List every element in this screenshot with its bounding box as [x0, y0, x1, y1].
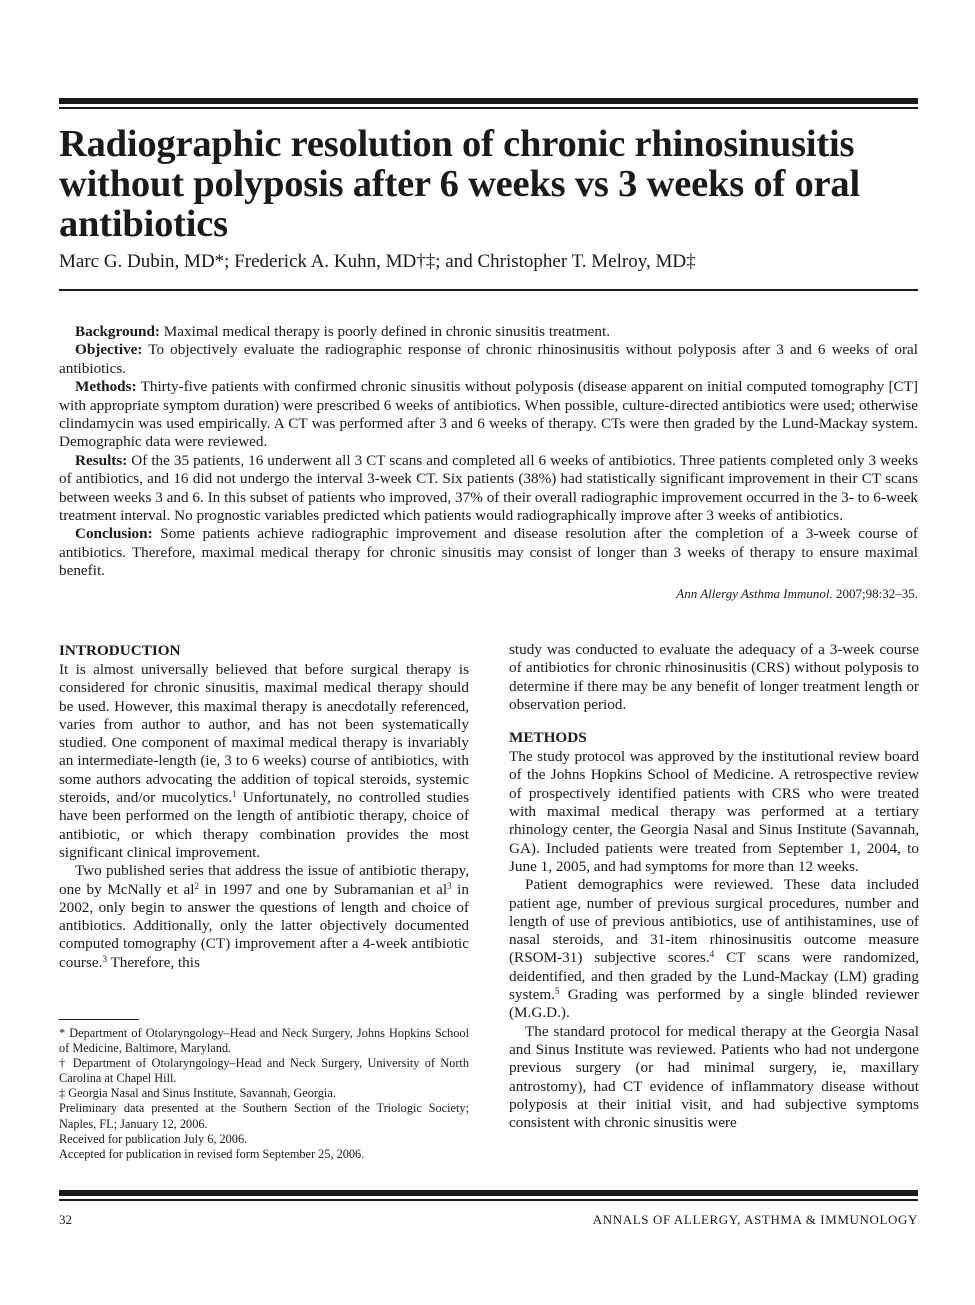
intro-p1-text-b: Unfortunately, no controlled studies have been performed on the length of antibiotic therapy, choice of antibiotic, or which therapy combination provides the most significant clinical improvement.	[59, 789, 469, 861]
footnotes	[59, 1026, 469, 1162]
methods-text: Thirty-five patients with confirmed chronic sinusitis without polyposis (disease apparent on initial computed tomography [CT] with appropriate symptom duration) were prescribed 6 weeks of antibiotics. When possible, culture-directed antibiotics were used; otherwise clindamycin was used empirically. A CT was performed after 3 and 6 weeks of therapy. CTs were then graded by the Lund-Mackay system. Demographic data were reviewed.	[59, 378, 918, 451]
intro-p2-text-b: in 1997 and one by Subramanian et al	[198, 880, 448, 898]
methods-p2-text-b: CT scans were randomized, deidentified, and then graded by the Lund-Mackay (LM) grading system.	[509, 949, 920, 1004]
affiliation-2: † Department of Otolaryngology–Head and Neck Surgery, University of North Carolina at Chapel Hill.	[59, 1056, 469, 1086]
preliminary-note: Preliminary data presented at the Southern Section of the Triologic Society; Naples, FL; January 12, 2006.	[59, 1101, 469, 1131]
header-divider	[59, 289, 918, 291]
methods-p2-text-a: Patient demographics were reviewed. These data included patient age, number of previous surgical procedures, number and length of use of previous antibiotics, use of antihistamines, use of nasal steroids, and 31-item rhinosinusitis outcome measure (RSOM-31) subjective scores.	[509, 876, 919, 967]
background-label: Background:	[75, 323, 160, 340]
citation-reference: 2007;98:32–35.	[832, 585, 918, 601]
top-thin-rule	[59, 107, 918, 109]
reference-5: 5	[555, 986, 560, 997]
intro-p1-text-a: It is almost universally believed that before surgical therapy is considered for chronic sinusitis, maximal medical therapy should be used. However, this maximal therapy is anecdotally referenced, varies from author to author, and has not been systematically studied. One component of maximal medical therapy is invariably an intermediate-length (ie, 3 to 6 weeks) course of antibiotics, with some authors advocating the addition of topical steroids, systemic steroids, and/or mucolytics.	[59, 661, 469, 807]
page-number: 32	[59, 1212, 72, 1227]
affiliation-3: ‡ Georgia Nasal and Sinus Institute, Savannah, Georgia.	[59, 1086, 336, 1101]
abstract-conclusion	[59, 525, 918, 580]
received-date: Received for publication July 6, 2006.	[59, 1131, 248, 1146]
intro-paragraph-3: study was conducted to evaluate the adequacy of a 3-week course of antibiotics for chronic rhinosinusitis (CRS) without polyposis to determine if there may be any benefit of longer treatment length or observation period.	[509, 641, 919, 713]
reference-2: 2	[194, 880, 199, 891]
section-gap	[509, 714, 919, 728]
methods-label: Methods:	[75, 378, 137, 396]
author-list: Marc G. Dubin, MD*; Frederick A. Kuhn, MD†‡; and Christopher T. Melroy, MD‡	[59, 251, 696, 272]
journal-name: ANNALS OF ALLERGY, ASTHMA & IMMUNOLOGY	[592, 1212, 918, 1227]
methods-paragraph-2	[509, 876, 919, 1022]
methods-p2-text-c: Grading was performed by a single blinded reviewer (M.G.D.).	[509, 986, 919, 1022]
left-column	[59, 641, 469, 972]
conclusion-label: Conclusion:	[75, 525, 153, 543]
introduction-heading: INTRODUCTION	[59, 642, 181, 659]
methods-heading: METHODS	[509, 729, 587, 747]
methods-paragraph-1: The study protocol was approved by the institutional review board of the Johns Hopkins School of Medicine. A retrospective review of prospectively identified patients with CRS who were treated with maximal medical therapy was performed at a tertiary rhinology center, the Georgia Nasal and Sinus Institute (Savannah, GA). Included patients were treated from September 1, 2004, to June 1, 2005, and had symptoms for more than 12 weeks.	[509, 748, 919, 875]
intro-p2-text-d: Therefore, this	[106, 953, 200, 971]
abstract-results	[59, 452, 918, 526]
intro-p2-text-a: Two published series that address the issue of antibiotic therapy, one by McNally et al	[59, 862, 469, 898]
reference-4: 4	[709, 949, 715, 960]
citation	[59, 585, 918, 603]
top-thick-rule	[59, 98, 918, 104]
intro-paragraph-1	[59, 661, 469, 862]
results-text: Of the 35 patients, 16 underwent all 3 CT scans and completed all 6 weeks of antibiotics. Three patients completed only 3 weeks of antibiotics, and 16 did not undergo the interval 3-week CT. Six patients (38%) had statistically significant improvement in their CT scans between weeks 3 and 6. In this subset of patients who improved, 37% of their overall radiographic improvement occurred in the 3- to 6-week treatment interval. No prognostic variables predicted which patients would radiographically improve after 3 weeks of antibiotics.	[59, 451, 918, 525]
right-column	[509, 641, 919, 1132]
bottom-thin-rule	[59, 1199, 918, 1201]
intro-p2-text-c: in 2002, only begin to answer the questions of length and choice of antibiotics. Additionally, only the latter objectively documented computed tomography (CT) improvement after a 4-week antibiotic course.	[59, 880, 469, 971]
objective-label: Objective:	[75, 341, 143, 359]
results-label: Results:	[75, 451, 128, 469]
reference-3b: 3	[102, 953, 107, 964]
citation-journal: Ann Allergy Asthma Immunol.	[676, 585, 833, 601]
abstract-methods	[59, 378, 918, 452]
abstract-background	[59, 323, 918, 341]
bottom-thick-rule	[59, 1190, 918, 1196]
intro-paragraph-2	[59, 862, 469, 972]
objective-text: To objectively evaluate the radiographic response of chronic rhinosinusitis without polyposis after 3 and 6 weeks of oral antibiotics.	[59, 341, 918, 377]
article-title: Radiographic resolution of chronic rhinosinusitis without polyposis after 6 weeks vs 3 weeks of oral antibiotics	[59, 123, 860, 245]
conclusion-text: Some patients achieve radiographic improvement and disease resolution after the completion of a 3-week course of antibiotics. Therefore, maximal medical therapy for chronic sinusitis may consist of longer than 3 weeks of therapy to ensure maximal benefit.	[59, 525, 918, 580]
abstract	[59, 323, 918, 603]
accepted-date: Accepted for publication in revised form September 25, 2006.	[59, 1146, 365, 1161]
methods-paragraph-3: The standard protocol for medical therapy at the Georgia Nasal and Sinus Institute was reviewed. Patients who had not undergone previous surgery (or had minimal surgery, ie, maxillary antrostomy), had CT evidence of inflammatory disease without polyposis at their initial visit, and had subjective symptoms consistent with chronic sinusitis were	[509, 1022, 919, 1132]
affiliation-1: * Department of Otolaryngology–Head and Neck Surgery, Johns Hopkins School of Medicine, Baltimore, Maryland.	[59, 1026, 469, 1056]
reference-1: 1	[232, 789, 237, 800]
abstract-objective	[59, 341, 918, 378]
background-text: Maximal medical therapy is poorly defined in chronic sinusitis treatment.	[159, 323, 610, 340]
footnote-rule	[59, 1019, 139, 1020]
reference-3: 3	[447, 880, 452, 891]
